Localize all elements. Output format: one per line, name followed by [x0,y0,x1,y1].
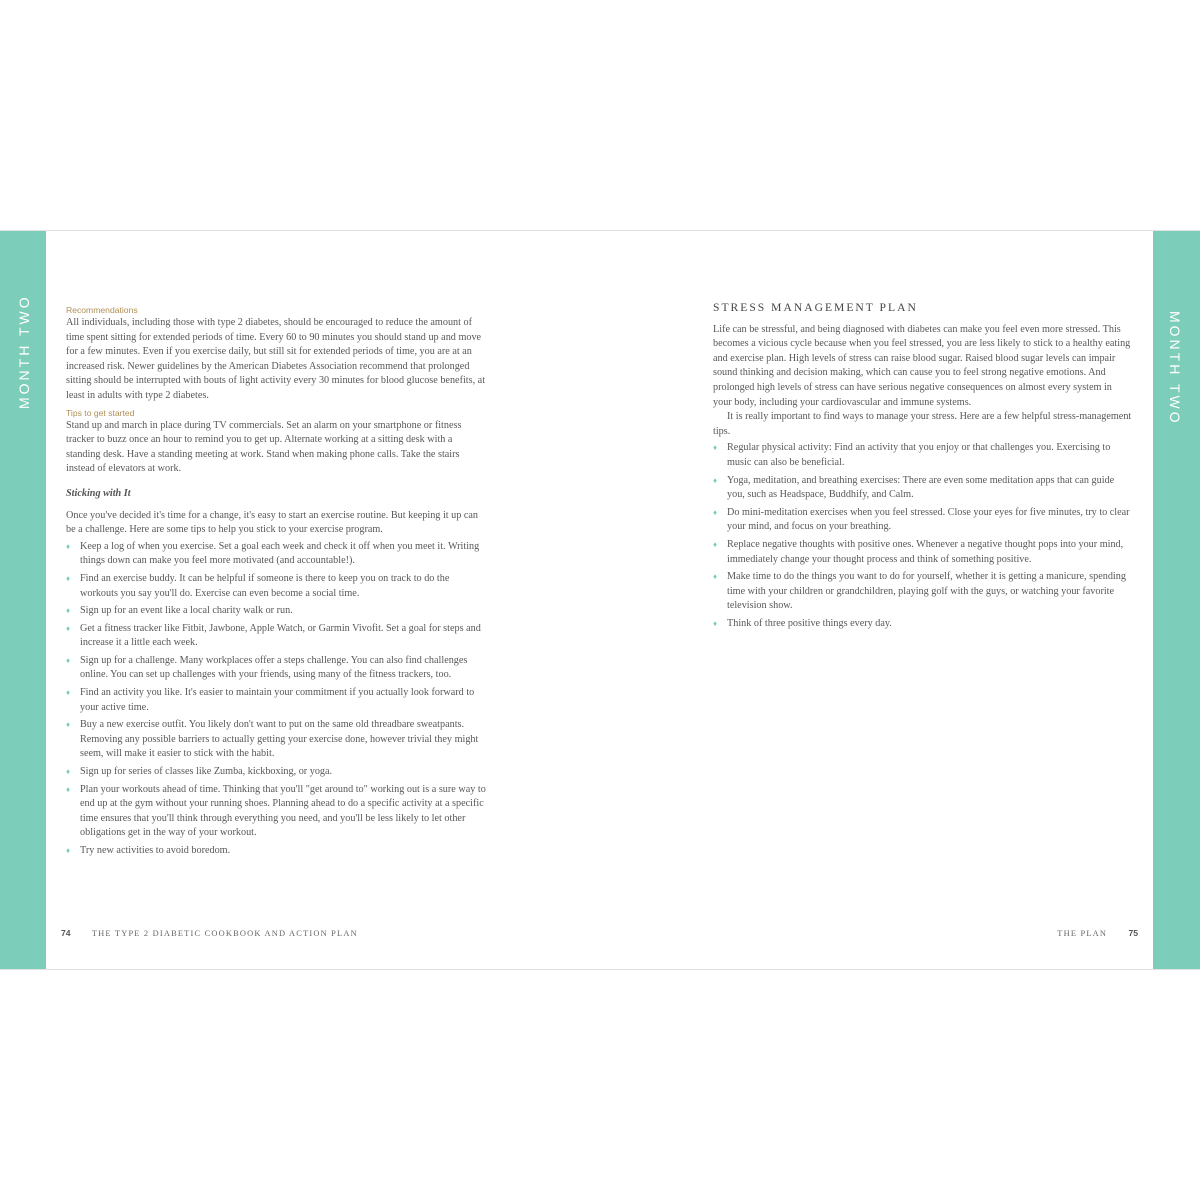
diamond-bullet-icon: ♦ [66,623,71,633]
diamond-bullet-icon: ♦ [713,443,718,453]
right-page-number: 75 [1128,928,1138,938]
diamond-bullet-icon: ♦ [66,573,71,583]
book-spread [0,230,1200,970]
stress-tips-list [713,441,1133,631]
stress-paragraph-2: It is really important to find ways to manage your stress. Here are a few helpful stress-management tips. [713,411,1132,437]
diamond-bullet-icon: ♦ [66,541,71,551]
right-running-title: THE PLAN [1057,929,1108,938]
list-item: ♦ Sign up for an event like a local charity walk or run. [66,604,488,619]
list-item: ♦ Find an exercise buddy. It can be helpful if someone is there to keep you on track to do the workouts you say you'll do. Exercise can even become a social time. [66,572,450,599]
recommendations-text: All individuals, including those with type 2 diabetes, should be encouraged to reduce the amount of time spent sitting for extended periods of time. Every 60 to 90 minutes you should stand up and move for a few minutes. Even if you exercise daily, but still sit for extended periods of time, you are at an increased risk. Newer guidelines by the American Diabetes Association recommend that prolonged sitting should be interrupted with bouts of light activity every 30 minutes for blood glucose benefits, at least in adults with type 2 diabetes. [66,317,486,401]
sticking-heading: Sticking with It [66,487,131,499]
tips-text: Stand up and march in place during TV commercials. Set an alarm on your smartphone or fitness tracker to buzz once an hour to remind you to get up. Alternate working at a sitting desk with a standing desk. Have a standing meeting at work. Stand when making phone calls. Take the stairs instead of elevators at work. [66,419,462,475]
diamond-bullet-icon: ♦ [66,846,71,855]
recommendations-heading: Recommendations [66,305,138,315]
left-side-tab [0,231,46,969]
left-page-body [66,304,488,862]
list-item: ♦ Plan your workouts ahead of time. Thinking that you'll "get around to" working out is a sure way to end up at the gym without your running shoes. Planning ahead to do a specific activity at a specific time ensures that you'll think through everything you need, and you'll be less likely to let other obligations get in the way of your workout. [66,783,486,839]
diamond-bullet-icon: ♦ [66,688,71,698]
tips-heading: Tips to get started [66,407,135,418]
stress-paragraph-1: Life can be stressful, and being diagnosed with diabetes can make you feel even more stressed. This becomes a vicious cycle because when you feel stressed, you are less likely to stick to a healthy eating and exercise plan. High levels of stress can raise blood sugar. Raised blood sugar levels can impair sound thinking and decision making, which can cause you to feel strong negative emotions. And prolonged high levels of stress can have serious negative consequences on almost every system in your body, including your cardiovascular and immune systems. [713,323,1131,408]
right-tab-label: MONTH TWO [1167,311,1183,426]
exercise-tips-list [66,540,488,859]
diamond-bullet-icon: ♦ [66,784,71,794]
diamond-bullet-icon: ♦ [713,507,718,517]
diamond-bullet-icon: ♦ [713,618,718,628]
diamond-bullet-icon: ♦ [713,572,718,582]
list-item: ♦ Buy a new exercise outfit. You likely don't want to put on the same old threadbare sweatpants. Removing any possible barriers to actually getting your exercise done, however trivial they might seem, will make it easier to stick with the habit. [66,719,479,760]
list-item: ♦ Think of three positive things every day. [713,617,1133,632]
left-tab-label: MONTH TWO [16,294,32,409]
list-item: ♦ Do mini-meditation exercises when you feel stressed. Close your eyes for five minutes, try to clear your mind, and focus on your breathing. [713,506,1130,533]
diamond-bullet-icon: ♦ [66,767,71,777]
list-item: ♦ Find an activity you like. It's easier to maintain your commitment if you actually look forward to your active time. [66,687,475,713]
list-item: ♦ Make time to do the things you want to do for yourself, whether it is getting a manicure, spending time with your children or grandchildren, playing golf with the guys, or watching your favorite television show. [713,571,1126,612]
left-footer [61,928,358,938]
diamond-bullet-icon: ♦ [713,475,718,485]
diamond-bullet-icon: ♦ [66,720,71,730]
diamond-bullet-icon: ♦ [66,655,71,665]
sticking-intro: Once you've decided it's time for a change, it's easy to start an exercise routine. But keeping it up can be a challenge. Here are some tips to help you stick to your exercise program. [66,509,479,536]
left-page-number: 74 [61,928,71,938]
list-item: ♦ Sign up for series of classes like Zumba, kickboxing, or yoga. [66,765,488,780]
left-running-title: THE TYPE 2 DIABETIC COOKBOOK AND ACTION PLAN [91,929,358,938]
right-side-tab [1153,231,1200,969]
diamond-bullet-icon: ♦ [713,539,718,549]
list-item: ♦ Get a fitness tracker like Fitbit, Jawbone, Apple Watch, or Garmin Vivofit. Set a goal for steps and increase it a little each week. [66,622,481,649]
list-item: ♦ Yoga, meditation, and breathing exercises: There are even some meditation apps that can guide you, such as Headspace, Buddhify, and Calm. [713,474,1115,501]
list-item: ♦ Regular physical activity: Find an activity that you enjoy or that challenges you. Exercising to music can also be beneficial. [713,442,1111,468]
list-item: ♦ Replace negative thoughts with positive ones. Whenever a negative thought pops into your mind, immediately change your thought process and think of something positive. [713,538,1124,565]
list-item: ♦ Try new activities to avoid boredom. [66,844,488,859]
diamond-bullet-icon: ♦ [66,606,71,616]
section-title: STRESS MANAGEMENT PLAN [713,301,918,314]
right-page-body [713,301,1133,634]
list-item: ♦ Sign up for a challenge. Many workplaces offer a steps challenge. You can also find challenges online. You can set up challenges with your friends, using many of the fitness trackers, too. [66,654,468,681]
right-footer [1057,928,1138,938]
list-item: ♦ Keep a log of when you exercise. Set a goal each week and check it off when you meet it. Writing things down can make you feel more motivated (and accountable!). [66,540,480,567]
